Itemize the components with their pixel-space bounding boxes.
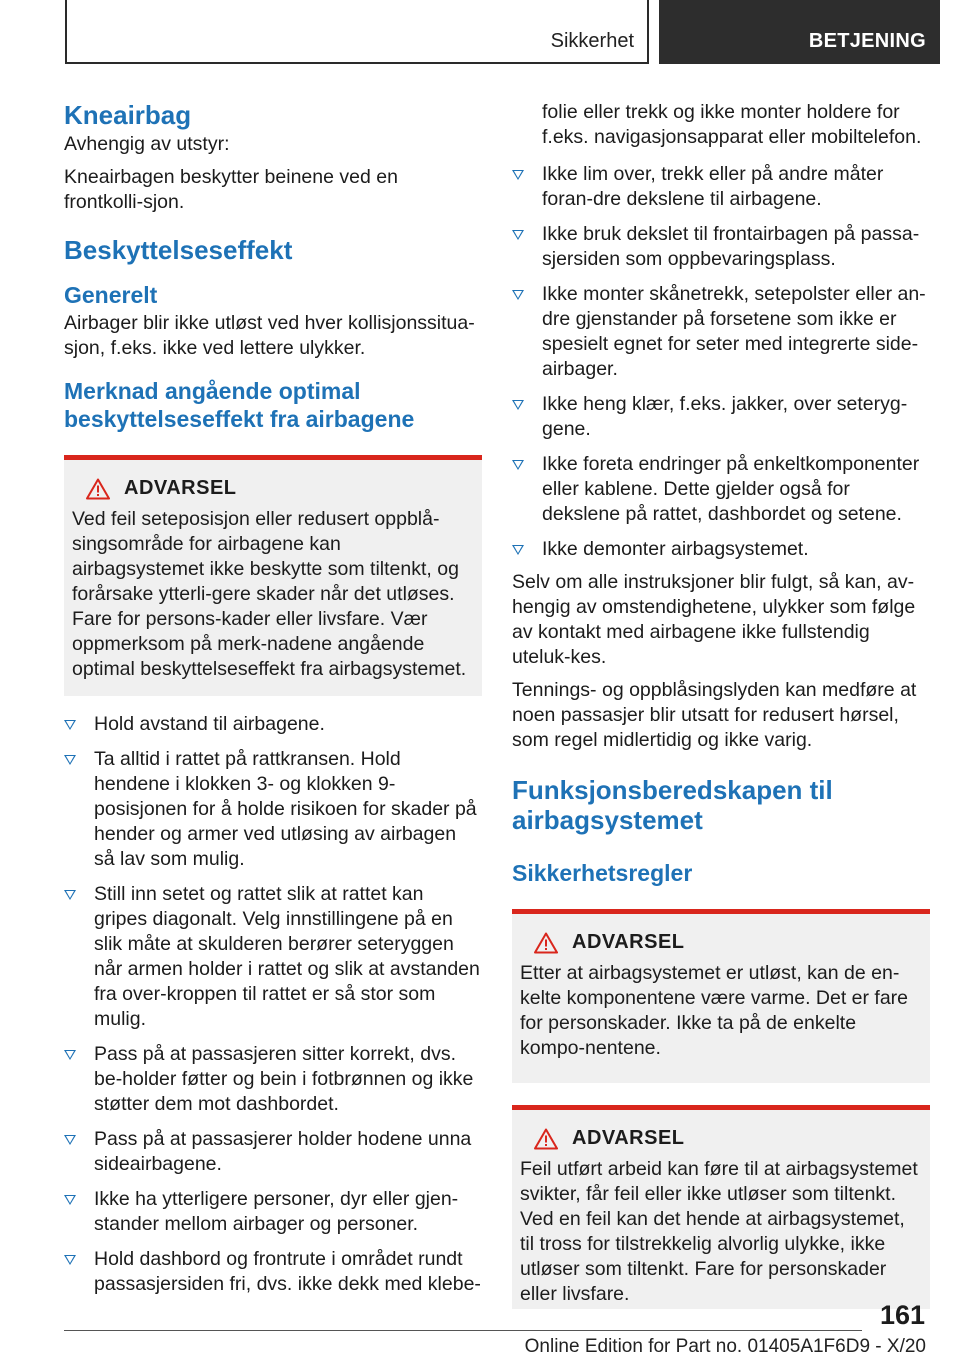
list-item (64, 712, 482, 737)
triangle-bullet-icon (64, 755, 76, 765)
list-item (512, 282, 930, 382)
list-item (512, 222, 930, 272)
kneairbag-description: Kneairbagen beskytter beinene ved en frontkolli-sjon. (64, 166, 398, 213)
list-item (512, 392, 930, 442)
warning-header (72, 476, 472, 501)
triangle-bullet-icon (64, 1050, 76, 1060)
list-item-text: Ikke heng klær, f.eks. jakker, over seteryg-gene. (542, 393, 908, 440)
subsection-title-safety-rules: Sikkerhetsregler (512, 860, 693, 886)
warning-title: ADVARSEL (572, 931, 685, 953)
list-item (64, 1187, 482, 1237)
header-section-title: Sikkerhet (550, 30, 634, 52)
triangle-bullet-icon (512, 230, 524, 240)
triangle-bullet-icon (64, 1255, 76, 1265)
subsection-title-general: Generelt (64, 282, 158, 308)
header-chapter-tab (659, 0, 940, 64)
airbag-cover-bullet-list (512, 162, 930, 562)
list-item-text: Ikke ha ytterligere personer, dyr eller gjen-stander mellom airbager og personer. (94, 1188, 459, 1235)
triangle-bullet-icon (512, 545, 524, 555)
list-item-text: Hold dashbord og frontrute i området rundt passasjersiden fri, dvs. ikke dekk med klebe- (94, 1248, 481, 1295)
warning-triangle-icon (534, 932, 558, 954)
general-text: Airbager blir ikke utløst ved hver kollisjonssitua-sjon, f.eks. ikke ved lettere ulykker. (64, 312, 475, 359)
warning-triangle-icon (534, 1128, 558, 1150)
triangle-bullet-icon (512, 290, 524, 300)
warning-box (64, 455, 482, 696)
list-item-text: Ikke bruk dekslet til frontairbagen på passa-sjersiden som oppbevaringsplass. (542, 223, 920, 270)
subsection-title-note: Merknad angående optimal beskyttelseseffekt fra airbagene (64, 378, 415, 432)
triangle-bullet-icon (64, 1135, 76, 1145)
continued-text: folie eller trekk og ikke monter holdere for f.eks. navigasjonsapparat eller mobiltelefon. (542, 101, 922, 148)
left-column (64, 100, 482, 1307)
right-column (512, 100, 930, 1325)
list-item-text: Ikke monter skånetrekk, setepolster eller an-dre gjenstander på forsetene som ikke er spesielt egnet for seter med integrerte side-airbager. (542, 283, 926, 380)
list-item (64, 1042, 482, 1117)
warning-header (520, 1126, 920, 1151)
warning-title: ADVARSEL (124, 477, 237, 499)
warning-title: ADVARSEL (572, 1127, 685, 1149)
list-item (512, 537, 930, 562)
list-item-text: Ikke lim over, trekk eller på andre måter foran-dre dekslene til airbagene. (542, 163, 884, 210)
header-chapter-title: BETJENING (808, 30, 926, 52)
triangle-bullet-icon (512, 460, 524, 470)
warning-text: Ved feil seteposisjon eller redusert oppblå-singsområde for airbagene kan airbagsystemet ikke beskytte som tiltenkt, og forårsake ytterli-gere skader når det utløses. Fare for persons-kader eller livsfare. Vær oppmerksom på merk-nadene angående optimal beskyttelseseffekt fra airbagsystemet. (72, 508, 467, 680)
accident-note: Selv om alle instruksjoner blir fulgt, så kan, av-hengig av omstendighetene, ulykker som følge av kontakt med airbagene ikke fullstendig uteluk-kes. (512, 571, 916, 668)
page-number: 161 (879, 1300, 925, 1330)
list-item-text: Still inn setet og rattet slik at rattet kan gripes diagonalt. Velg innstillingene på en slik måte at skulderen berører seteryggen når armen holder i rattet og slik at avstanden fra over-kroppen til rattet er så stor som mulig. (94, 883, 480, 1030)
list-item (64, 1247, 482, 1297)
list-item-text: Ikke demonter airbagsystemet. (542, 538, 809, 560)
list-item-text: Pass på at passasjerer holder hodene unna sideairbagene. (94, 1128, 472, 1175)
footer-edition: Online Edition for Part no. 01405A1F6D9 - X/20 (524, 1336, 926, 1357)
warning-box (512, 1105, 930, 1309)
footer-divider (64, 1330, 862, 1331)
list-item (64, 882, 482, 1032)
triangle-bullet-icon (512, 170, 524, 180)
list-item (512, 452, 930, 527)
section-title-kneairbag: Kneairbag (64, 100, 192, 130)
triangle-bullet-icon (64, 890, 76, 900)
triangle-bullet-icon (64, 720, 76, 730)
warning-header (520, 930, 920, 955)
list-item-text: Ikke foreta endringer på enkeltkomponenter eller kablene. Dette gjelder også for dekslene på rattet, dashbordet og setene. (542, 453, 920, 525)
equipment-note: Avhengig av utstyr: (64, 133, 230, 155)
section-title-readiness: Funksjonsberedskapen til airbagsystemet (512, 775, 833, 835)
list-item (512, 162, 930, 212)
warning-text: Etter at airbagsystemet er utløst, kan de en-kelte komponentene være varme. Det er fare for personskader. Ikke ta på de enkelte kompo-nentene. (520, 962, 909, 1059)
list-item-text: Ta alltid i rattet på rattkransen. Hold hendene i klokken 3- og klokken 9-posisjonen for å holde risikoen for skader på hender og armer ved utløsing av airbagen så lav som mulig. (94, 748, 477, 870)
list-item-text: Hold avstand til airbagene. (94, 713, 325, 735)
warning-text: Feil utført arbeid kan føre til at airbagsystemet svikter, får feil eller ikke utløser som tiltenkt. Ved en feil kan det hende at airbagsystemet, til tross for tilstrekkelig alvorlig ulykke, ikke utløser som tiltenkt. Fare for personskader eller livsfare. (520, 1158, 918, 1305)
safety-bullet-list (64, 712, 482, 1297)
list-item (64, 747, 482, 872)
section-title-protection: Beskyttelseseffekt (64, 235, 293, 265)
list-item (64, 1127, 482, 1177)
warning-box (512, 909, 930, 1083)
hearing-note: Tennings- og oppblåsingslyden kan medføre at noen passasjer blir utsatt for redusert hørsel, som regel midlertidig og ikke varig. (512, 679, 917, 751)
list-item-text: Pass på at passasjeren sitter korrekt, dvs. be-holder føtter og bein i fotbrønnen og ikke støtter dem mot dashbordet. (94, 1043, 474, 1115)
triangle-bullet-icon (512, 400, 524, 410)
warning-triangle-icon (86, 478, 110, 500)
triangle-bullet-icon (64, 1195, 76, 1205)
